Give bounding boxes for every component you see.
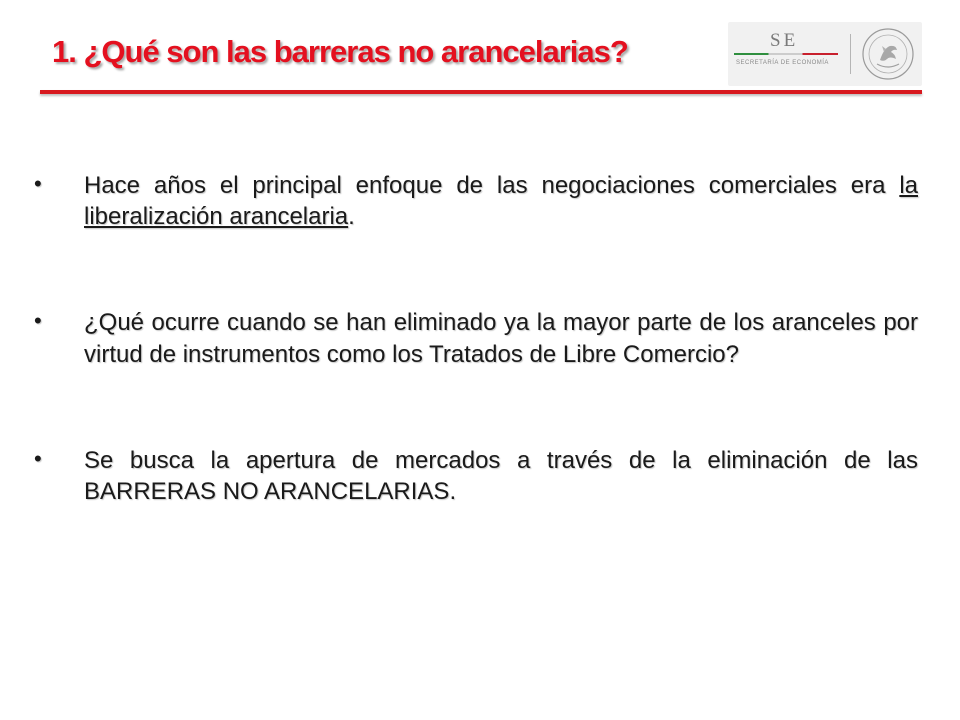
bullet-dot-icon: • bbox=[34, 445, 42, 471]
bullet-item bbox=[34, 307, 918, 369]
bullet-dot-icon: • bbox=[34, 308, 42, 334]
bullet-item bbox=[34, 170, 918, 232]
bullet-text: Se busca la apertura de mercados a través de la eliminación de las BARRERAS NO ARANCELARIAS. bbox=[84, 446, 918, 505]
logo-separator bbox=[850, 34, 851, 74]
title-underline-rule bbox=[40, 90, 922, 94]
bullet-list bbox=[34, 170, 918, 507]
logo-tricolor-line bbox=[734, 53, 838, 55]
underlined-phrase: la liberalización arancelaria bbox=[84, 172, 918, 231]
logo-institution-name: SECRETARÍA DE ECONOMÍA bbox=[736, 60, 829, 66]
slide-title: 1. ¿Qué son las barreras no arancelarias? bbox=[52, 34, 628, 69]
logo-acronym: SE bbox=[770, 30, 799, 51]
bullet-item bbox=[34, 445, 918, 507]
bullet-text-start: Hace años el principal enfoque de las negociaciones comerciales era bbox=[84, 172, 900, 199]
coat-of-arms-seal-icon bbox=[860, 26, 916, 82]
bullet-dot-icon: • bbox=[34, 171, 42, 196]
bullet-text: ¿Qué ocurre cuando se han eliminado ya la mayor parte de los aranceles por virtud de instrumentos como los Tratados de Libre Comercio? bbox=[84, 309, 918, 368]
bullet-text-end: . bbox=[348, 203, 355, 231]
secretaria-economia-logo bbox=[728, 22, 922, 86]
